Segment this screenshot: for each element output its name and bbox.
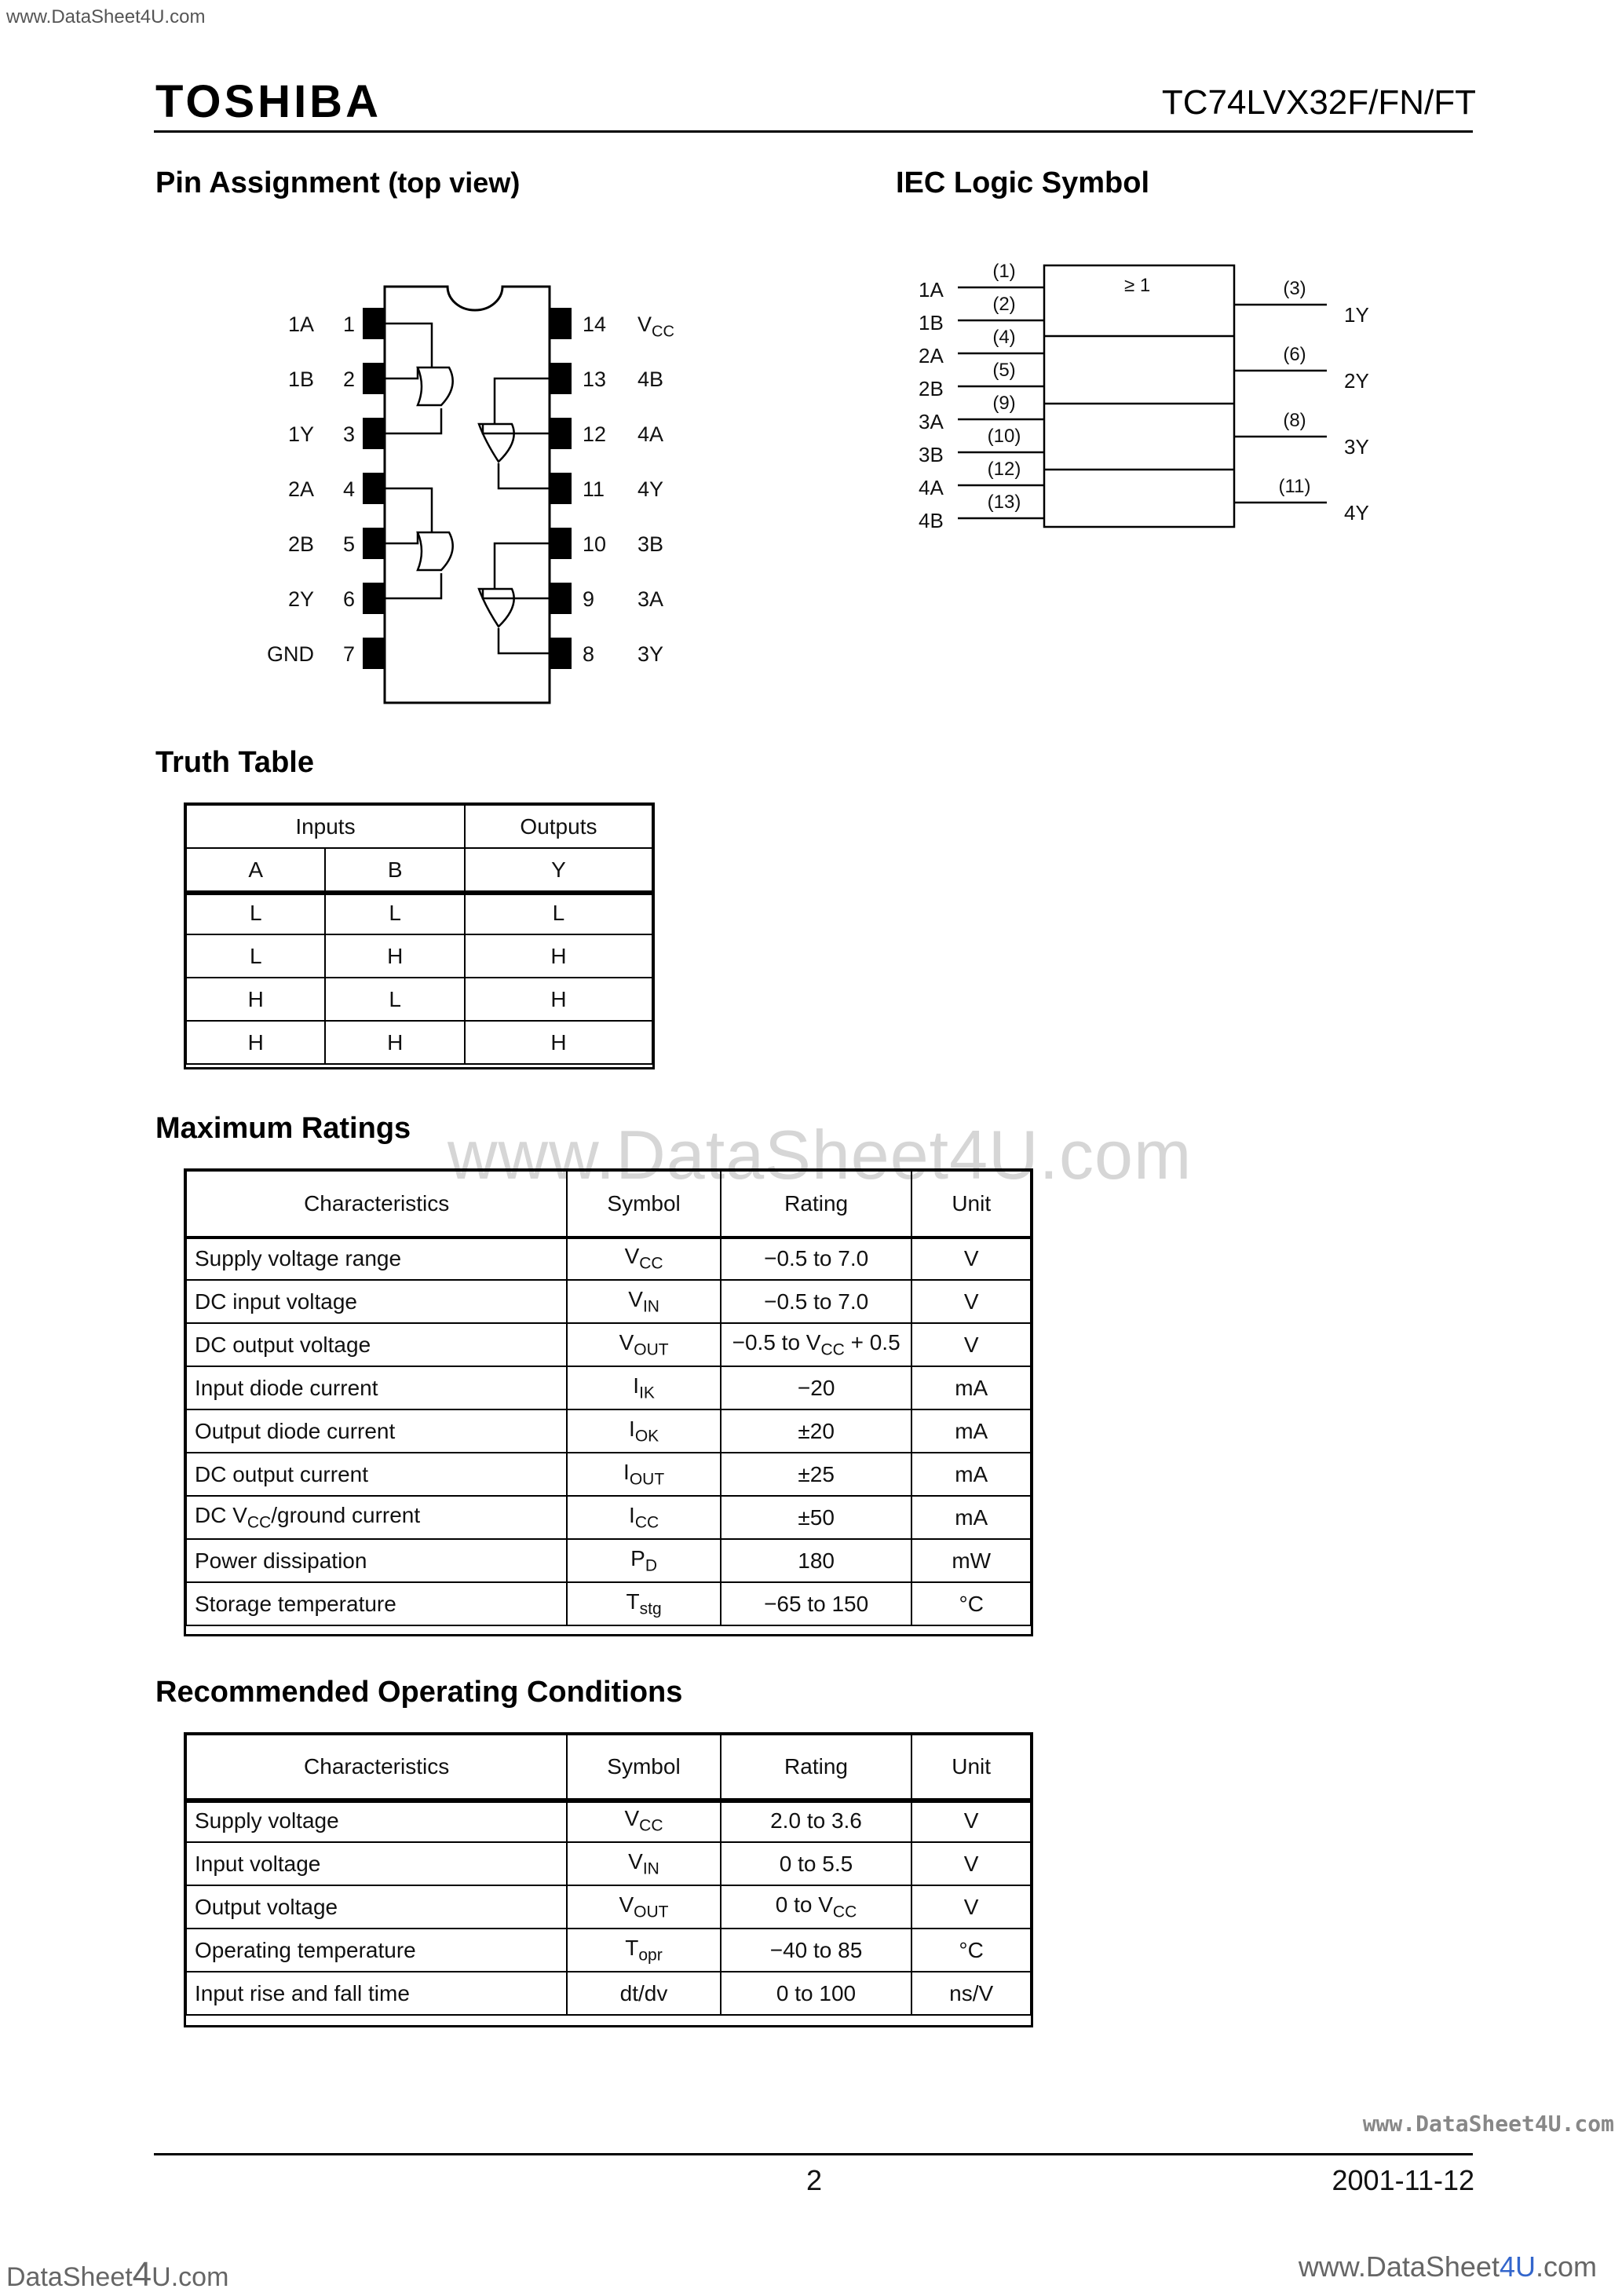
- symbol-cell: [567, 1885, 720, 1929]
- rec_conditions-row: [186, 1885, 1031, 1929]
- rating-text: −40 to 85: [769, 1937, 863, 1962]
- characteristic-text: DC output voltage: [195, 1332, 371, 1357]
- characteristic-text: DC input voltage: [195, 1289, 358, 1314]
- symbol-text: I: [629, 1502, 635, 1527]
- symbol-text: V: [624, 1243, 640, 1268]
- rating-cell: [721, 1323, 912, 1366]
- symbol-cell: [567, 1280, 721, 1323]
- characteristic-cell: [186, 1582, 567, 1625]
- iec-input-label: 3A: [919, 410, 944, 433]
- symbol-cell: [567, 1539, 721, 1582]
- pin-number-right: 10: [583, 532, 607, 556]
- iec-output-pin: (11): [1278, 476, 1311, 497]
- pin-name-right-sub: CC: [652, 323, 674, 341]
- max-header-symbol: Symbol: [567, 1171, 721, 1237]
- symbol-sub: IN: [642, 1859, 659, 1878]
- rating-text: 0 to 100: [776, 1980, 857, 2005]
- symbol-sub: stg: [639, 1600, 662, 1618]
- pin-name-left: 2Y: [287, 587, 314, 611]
- symbol-sub: D: [645, 1556, 658, 1575]
- unit-cell: mA: [911, 1409, 1031, 1453]
- symbol-sub: OUT: [629, 1470, 665, 1489]
- rating-cell: [721, 1280, 912, 1323]
- symbol-sub: OK: [634, 1427, 659, 1446]
- truth-cell: L: [186, 891, 325, 934]
- rec-header-characteristics: Characteristics: [186, 1735, 567, 1799]
- characteristic-text: Input diode current: [195, 1375, 378, 1400]
- truth-col-b: B: [325, 848, 464, 891]
- pin-number-right: 13: [583, 367, 607, 391]
- characteristic-cell: [186, 1280, 567, 1323]
- pin-name-right-text: 3A: [637, 587, 664, 611]
- max_ratings-row: [186, 1582, 1031, 1625]
- rating-text: −65 to 150: [764, 1591, 869, 1616]
- max_ratings-row: [186, 1409, 1031, 1453]
- pin-name-right-text: 4B: [637, 367, 664, 391]
- characteristic-text: DC V: [195, 1502, 247, 1527]
- iec-input-label: 1A: [919, 278, 944, 302]
- characteristic-cell: [186, 1799, 567, 1842]
- unit-cell: mA: [911, 1496, 1031, 1539]
- characteristic-text: Operating temperature: [195, 1937, 416, 1962]
- iec-input-label: 2B: [919, 377, 944, 400]
- pin-number-left: 5: [342, 532, 355, 556]
- characteristic-cell: [186, 1496, 567, 1539]
- rating-text: −0.5 to 7.0: [764, 1245, 869, 1270]
- package-outline: [385, 287, 550, 703]
- pin-name-right-text: 3B: [637, 532, 664, 556]
- symbol-text: dt/dv: [619, 1980, 668, 2005]
- unit-cell: mW: [911, 1539, 1031, 1582]
- characteristic-cell: [186, 1323, 567, 1366]
- truth-cell: L: [186, 934, 325, 978]
- pin-assignment-subtitle: (top view): [388, 166, 521, 199]
- watermark-br-b: 4U: [1499, 2250, 1536, 2283]
- truth-cell: L: [325, 891, 464, 934]
- symbol-text: V: [624, 1805, 640, 1830]
- iec-input-pin: (13): [987, 492, 1021, 513]
- rec_conditions-row: [186, 1842, 1031, 1885]
- characteristic-text: Supply voltage range: [195, 1245, 402, 1270]
- characteristic-cell: [186, 1453, 567, 1496]
- rating-text: ±25: [798, 1461, 835, 1486]
- characteristic-text: DC output current: [195, 1461, 368, 1486]
- symbol-cell: [567, 1799, 720, 1842]
- rec-conditions-title: Recommended Operating Conditions: [155, 1676, 683, 1709]
- iec-input-pin: (10): [987, 426, 1021, 447]
- characteristic-cell: [186, 1929, 567, 1972]
- max_ratings-row: [186, 1366, 1031, 1409]
- truth-col-y: Y: [465, 848, 652, 891]
- rec_conditions-row: [186, 1972, 1031, 2015]
- symbol-cell: [567, 1323, 721, 1366]
- max-ratings-title: Maximum Ratings: [155, 1112, 411, 1145]
- symbol-sub: IK: [639, 1384, 655, 1402]
- symbol-cell: [567, 1929, 720, 1972]
- watermark-bl-a: DataSheet: [6, 2262, 133, 2292]
- symbol-cell: [567, 1972, 720, 2015]
- max-ratings-header-rule: [185, 1236, 1032, 1239]
- iec-input-pin: (1): [992, 261, 1016, 282]
- characteristic-cell: [186, 1366, 567, 1409]
- symbol-sub: CC: [634, 1513, 659, 1532]
- symbol-sub: IN: [642, 1297, 659, 1316]
- rating-cell: [721, 1582, 912, 1625]
- iec-symbol-box: [1044, 265, 1234, 527]
- rating-cell: [721, 1929, 912, 1972]
- footer-rule: [154, 2153, 1473, 2155]
- document-date: 2001-11-12: [1332, 2164, 1474, 2196]
- pin-name-left: GND: [267, 642, 314, 666]
- pin-name-left: 2A: [287, 477, 314, 501]
- watermark-top[interactable]: www.DataSheet4U.com: [6, 6, 206, 27]
- rec-conditions-table: [185, 1734, 1032, 2016]
- characteristic-cell: [186, 1409, 567, 1453]
- pin-name-right: [637, 422, 716, 447]
- pin-number-right: 14: [583, 313, 607, 336]
- max_ratings-row: [186, 1539, 1031, 1582]
- max-header-rating: Rating: [721, 1171, 912, 1237]
- symbol-text: V: [619, 1329, 634, 1355]
- rating-text: ±20: [798, 1418, 835, 1443]
- iec-output-label: 2Y: [1344, 369, 1369, 393]
- truth-cell: L: [325, 978, 464, 1021]
- truth-table-header-rule: [185, 892, 653, 895]
- rec-header-rating: Rating: [721, 1735, 912, 1799]
- characteristic-text: Supply voltage: [195, 1808, 339, 1833]
- rec-header-unit: Unit: [911, 1735, 1031, 1799]
- pin-name-right: [637, 367, 716, 392]
- symbol-text: T: [625, 1935, 639, 1960]
- watermark-mid: www.DataSheet4U.com: [448, 1116, 1193, 1194]
- watermark-footer-right[interactable]: www.DataSheet4U.com: [1362, 2111, 1614, 2137]
- truth-cell: L: [465, 891, 652, 934]
- characteristic-cell: [186, 1885, 567, 1929]
- symbol-sub: CC: [639, 1816, 663, 1835]
- characteristic-text: Output diode current: [195, 1418, 396, 1443]
- iec-output-pin: (8): [1283, 410, 1306, 431]
- iec-input-label: 3B: [919, 443, 944, 466]
- rating-sub: CC: [820, 1340, 845, 1359]
- symbol-sub: OUT: [634, 1903, 669, 1921]
- iec-input-pin: (5): [992, 360, 1016, 381]
- rec-header-symbol: Symbol: [567, 1735, 720, 1799]
- watermark-bottom-left[interactable]: [6, 2255, 228, 2294]
- pin-name-right: [637, 313, 716, 341]
- part-number: TC74LVX32F/FN/FT: [1161, 83, 1476, 122]
- pin-number-left: 6: [342, 587, 355, 611]
- pin-name-left: 1B: [287, 367, 314, 391]
- unit-cell: V: [911, 1323, 1031, 1366]
- max_ratings-row: [186, 1280, 1031, 1323]
- characteristic-text: Input voltage: [195, 1851, 321, 1876]
- watermark-bottom-right[interactable]: [1299, 2250, 1597, 2283]
- symbol-sub: opr: [638, 1946, 663, 1965]
- symbol-sub: CC: [639, 1254, 663, 1273]
- truth-table-title: Truth Table: [155, 746, 314, 779]
- truth-table-row: [186, 891, 652, 934]
- rating-cell: [721, 1539, 912, 1582]
- header-rule: [154, 130, 1473, 133]
- symbol-cell: [567, 1409, 721, 1453]
- max-header-characteristics: Characteristics: [186, 1171, 567, 1237]
- unit-cell: ns/V: [911, 1972, 1031, 2015]
- symbol-text: P: [630, 1545, 645, 1570]
- iec-input-label: 1B: [919, 311, 944, 335]
- truth-col-a: A: [186, 848, 325, 891]
- page-number: 2: [806, 2164, 823, 2196]
- rating-text: −0.5 to V: [732, 1329, 821, 1355]
- rating-text: −0.5 to 7.0: [764, 1289, 869, 1314]
- watermark-bl-b: 4: [132, 2255, 152, 2294]
- symbol-text: I: [629, 1416, 635, 1441]
- truth-cell: H: [325, 1021, 464, 1064]
- unit-cell: V: [911, 1280, 1031, 1323]
- truth-table-row: [186, 978, 652, 1021]
- iec-output-label: 1Y: [1344, 303, 1369, 327]
- max_ratings-row: [186, 1496, 1031, 1539]
- pin-name-left: 1Y: [287, 422, 314, 446]
- pin-number-right: 8: [583, 642, 595, 666]
- pin-number-right: 9: [583, 587, 595, 611]
- characteristic-cell: [186, 1539, 567, 1582]
- pin-name-right-text: 3Y: [637, 642, 664, 666]
- characteristic-text: Storage temperature: [195, 1591, 396, 1616]
- max_ratings-row: [186, 1237, 1031, 1280]
- truth-cell: H: [465, 978, 652, 1021]
- iec-input-label: 2A: [919, 344, 944, 367]
- watermark-br-a: www.DataSheet: [1298, 2250, 1500, 2283]
- rec_conditions-row: [186, 1929, 1031, 1972]
- symbol-cell: [567, 1582, 721, 1625]
- rating-cell: [721, 1366, 912, 1409]
- rating-cell: [721, 1237, 912, 1280]
- rating-text: ±50: [798, 1504, 835, 1530]
- ic-package-diagram: [345, 275, 597, 715]
- rating-text: 180: [798, 1548, 835, 1573]
- characteristic-sub: CC: [247, 1513, 272, 1532]
- characteristic-cell: [186, 1842, 567, 1885]
- pin-name-right: [637, 642, 716, 667]
- iec-symbol-title: IEC Logic Symbol: [896, 166, 1150, 199]
- characteristic-text: Output voltage: [195, 1894, 338, 1919]
- pin-number-right: 12: [583, 422, 607, 446]
- characteristic-tail: /ground current: [271, 1502, 421, 1527]
- truth-header-outputs: Outputs: [465, 805, 652, 848]
- unit-cell: °C: [911, 1929, 1031, 1972]
- unit-cell: mA: [911, 1366, 1031, 1409]
- unit-cell: V: [911, 1885, 1031, 1929]
- iec-input-pin: (12): [987, 459, 1021, 480]
- pin-number-left: 3: [342, 422, 355, 446]
- pin-number-right: 11: [583, 477, 605, 501]
- rating-cell: [721, 1453, 912, 1496]
- pin-name-right: [637, 477, 716, 502]
- characteristic-text: Input rise and fall time: [195, 1980, 410, 2005]
- rating-cell: [721, 1885, 912, 1929]
- max_ratings-row: [186, 1453, 1031, 1496]
- symbol-text: I: [633, 1373, 640, 1398]
- rec-conditions-header-rule: [185, 1800, 1032, 1803]
- symbol-sub: OUT: [634, 1340, 669, 1359]
- rating-cell: [721, 1409, 912, 1453]
- pin-assignment-title-text: Pin Assignment: [155, 166, 380, 199]
- iec-input-pin: (4): [992, 327, 1016, 348]
- unit-cell: V: [911, 1842, 1031, 1885]
- rating-cell: [721, 1842, 912, 1885]
- pin-name-right-text: V: [637, 313, 652, 336]
- pin-number-left: 7: [342, 642, 355, 666]
- truth-cell: H: [465, 1021, 652, 1064]
- rating-cell: [721, 1972, 912, 2015]
- pin-number-left: 1: [342, 313, 355, 336]
- rating-cell: [721, 1799, 912, 1842]
- pin-number-left: 4: [342, 477, 355, 501]
- characteristic-cell: [186, 1237, 567, 1280]
- symbol-cell: [567, 1237, 721, 1280]
- iec-output-label: 4Y: [1344, 501, 1369, 525]
- symbol-cell: [567, 1366, 721, 1409]
- watermark-bl-c: U.com: [152, 2262, 229, 2292]
- rating-text: 2.0 to 3.6: [770, 1808, 862, 1833]
- pin-name-right-text: 4Y: [637, 477, 664, 501]
- watermark-br-c: .com: [1535, 2250, 1597, 2283]
- symbol-cell: [567, 1453, 721, 1496]
- rating-text: 0 to V: [775, 1892, 833, 1917]
- characteristic-cell: [186, 1972, 567, 2015]
- pin-name-left: 2B: [287, 532, 314, 556]
- pin-assignment-title: [155, 166, 520, 200]
- symbol-text: T: [626, 1589, 640, 1614]
- iec-output-pin: (3): [1283, 278, 1306, 299]
- symbol-text: V: [628, 1848, 643, 1874]
- iec-input-pin: (9): [992, 393, 1016, 414]
- unit-cell: °C: [911, 1582, 1031, 1625]
- brand-logo: TOSHIBA: [155, 76, 382, 127]
- symbol-cell: [567, 1496, 721, 1539]
- rating-sub: CC: [832, 1903, 857, 1921]
- pin-name-left: 1A: [287, 313, 314, 336]
- iec-input-label: 4B: [919, 509, 944, 532]
- rating-text: 0 to 5.5: [779, 1851, 853, 1876]
- iec-qualifier: ≥ 1: [1124, 275, 1151, 296]
- iec-input-pin: (2): [992, 294, 1016, 315]
- truth-cell: H: [186, 1021, 325, 1064]
- pin-number-left: 2: [342, 367, 355, 391]
- symbol-cell: [567, 1842, 720, 1885]
- symbol-text: V: [619, 1892, 634, 1917]
- unit-cell: V: [911, 1237, 1031, 1280]
- rating-text: −20: [797, 1375, 835, 1400]
- truth-table-row: [186, 1021, 652, 1064]
- unit-cell: V: [911, 1799, 1031, 1842]
- pin-name-right: [637, 587, 716, 612]
- rating-tail: + 0.5: [844, 1329, 901, 1355]
- iec-input-label: 4A: [919, 476, 944, 499]
- rating-cell: [721, 1496, 912, 1539]
- pin-name-right: [637, 532, 716, 557]
- symbol-text: V: [628, 1286, 643, 1311]
- pin-name-right-text: 4A: [637, 422, 664, 446]
- characteristic-text: Power dissipation: [195, 1548, 367, 1573]
- truth-cell: H: [465, 934, 652, 978]
- truth-table-row: [186, 934, 652, 978]
- iec-output-pin: (6): [1283, 344, 1306, 365]
- truth-cell: H: [325, 934, 464, 978]
- max_ratings-row: [186, 1323, 1031, 1366]
- unit-cell: mA: [911, 1453, 1031, 1496]
- truth-cell: H: [186, 978, 325, 1021]
- truth-header-inputs: Inputs: [186, 805, 465, 848]
- rec_conditions-row: [186, 1799, 1031, 1842]
- gate-wiring: [385, 324, 550, 653]
- max-header-unit: Unit: [911, 1171, 1031, 1237]
- truth-table: [185, 804, 653, 1065]
- symbol-text: I: [623, 1459, 630, 1484]
- iec-output-label: 3Y: [1344, 435, 1369, 459]
